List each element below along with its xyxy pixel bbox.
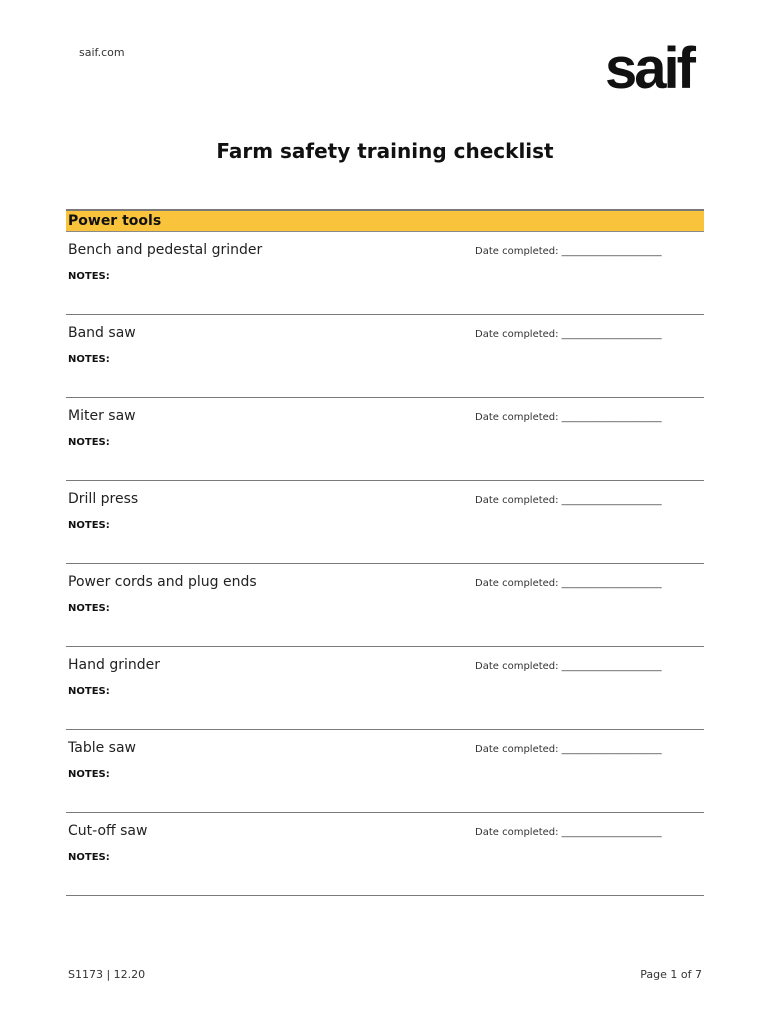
saif-logo: saif xyxy=(605,36,693,101)
checklist-section-power-tools xyxy=(66,209,704,896)
notes-label: NOTES: xyxy=(68,271,110,282)
checklist-item xyxy=(66,481,704,564)
notes-label: NOTES: xyxy=(68,603,110,614)
notes-label: NOTES: xyxy=(68,686,110,697)
date-completed-field[interactable]: Date completed: ____________________ xyxy=(475,827,662,838)
date-completed-field[interactable]: Date completed: ____________________ xyxy=(475,495,662,506)
date-completed-field[interactable]: Date completed: ____________________ xyxy=(475,412,662,423)
checklist-item xyxy=(66,315,704,398)
date-completed-field[interactable]: Date completed: ____________________ xyxy=(475,329,662,340)
date-completed-field[interactable]: Date completed: ____________________ xyxy=(475,578,662,589)
checklist-item xyxy=(66,730,704,813)
notes-label: NOTES: xyxy=(68,354,110,365)
notes-label: NOTES: xyxy=(68,852,110,863)
site-url[interactable]: saif.com xyxy=(79,46,125,59)
page-indicator: Page 1 of 7 xyxy=(640,968,702,981)
date-completed-field[interactable]: Date completed: ____________________ xyxy=(475,744,662,755)
date-completed-field[interactable]: Date completed: ____________________ xyxy=(475,661,662,672)
page-title: Farm safety training checklist xyxy=(216,139,554,163)
item-name: Band saw xyxy=(68,325,136,341)
notes-label: NOTES: xyxy=(68,769,110,780)
item-name: Miter saw xyxy=(68,408,136,424)
item-name: Power cords and plug ends xyxy=(68,574,257,590)
item-name: Hand grinder xyxy=(68,657,160,673)
checklist-item xyxy=(66,398,704,481)
item-name: Cut-off saw xyxy=(68,823,148,839)
item-name: Drill press xyxy=(68,491,139,507)
checklist-item xyxy=(66,564,704,647)
checklist-item xyxy=(66,232,704,315)
checklist-item xyxy=(66,813,704,896)
item-name: Bench and pedestal grinder xyxy=(68,242,263,258)
document-code: S1173 | 12.20 xyxy=(68,968,146,981)
date-completed-field[interactable]: Date completed: ____________________ xyxy=(475,246,662,257)
notes-label: NOTES: xyxy=(68,437,110,448)
checklist-item xyxy=(66,647,704,730)
notes-label: NOTES: xyxy=(68,520,110,531)
item-name: Table saw xyxy=(68,740,136,756)
section-heading: Power tools xyxy=(66,209,704,232)
